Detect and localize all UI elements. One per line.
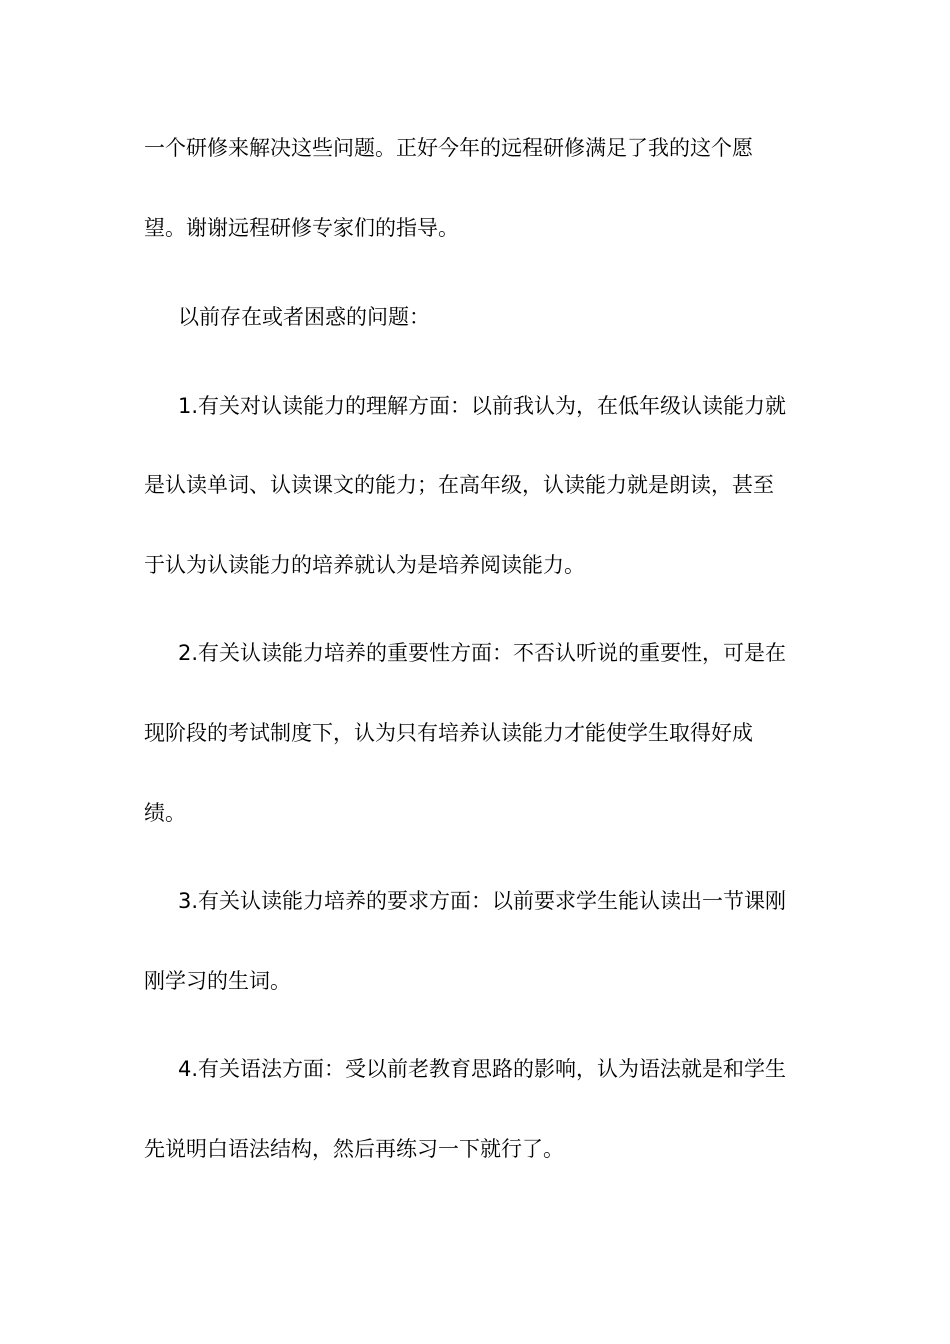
text-line: 现阶段的考试制度下，认为只有培养认读能力才能使学生取得好成 [144,721,753,745]
text-line: 2.有关认读能力培养的重要性方面：不否认听说的重要性，可是在 [178,641,787,665]
text-line: 3.有关认读能力培养的要求方面：以前要求学生能认读出一节课刚 [178,889,787,913]
text-line: 望。谢谢远程研修专家们的指导。 [144,216,459,240]
text-line: 绩。 [144,801,186,825]
text-line: 是认读单词、认读课文的能力；在高年级，认读能力就是朗读，甚至 [144,473,774,497]
text-line: 1.有关对认读能力的理解方面：以前我认为，在低年级认读能力就 [178,394,787,418]
text-line: 先说明白语法结构，然后再练习一下就行了。 [144,1137,564,1161]
text-line: 于认为认读能力的培养就认为是培养阅读能力。 [144,553,585,577]
text-line: 刚学习的生词。 [144,969,291,993]
text-line: 4.有关语法方面：受以前老教育思路的影响，认为语法就是和学生 [178,1057,787,1081]
paragraph-heading: 以前存在或者困惑的问题： [178,305,430,329]
text-line: 一个研修来解决这些问题。正好今年的远程研修满足了我的这个愿 [144,136,753,160]
